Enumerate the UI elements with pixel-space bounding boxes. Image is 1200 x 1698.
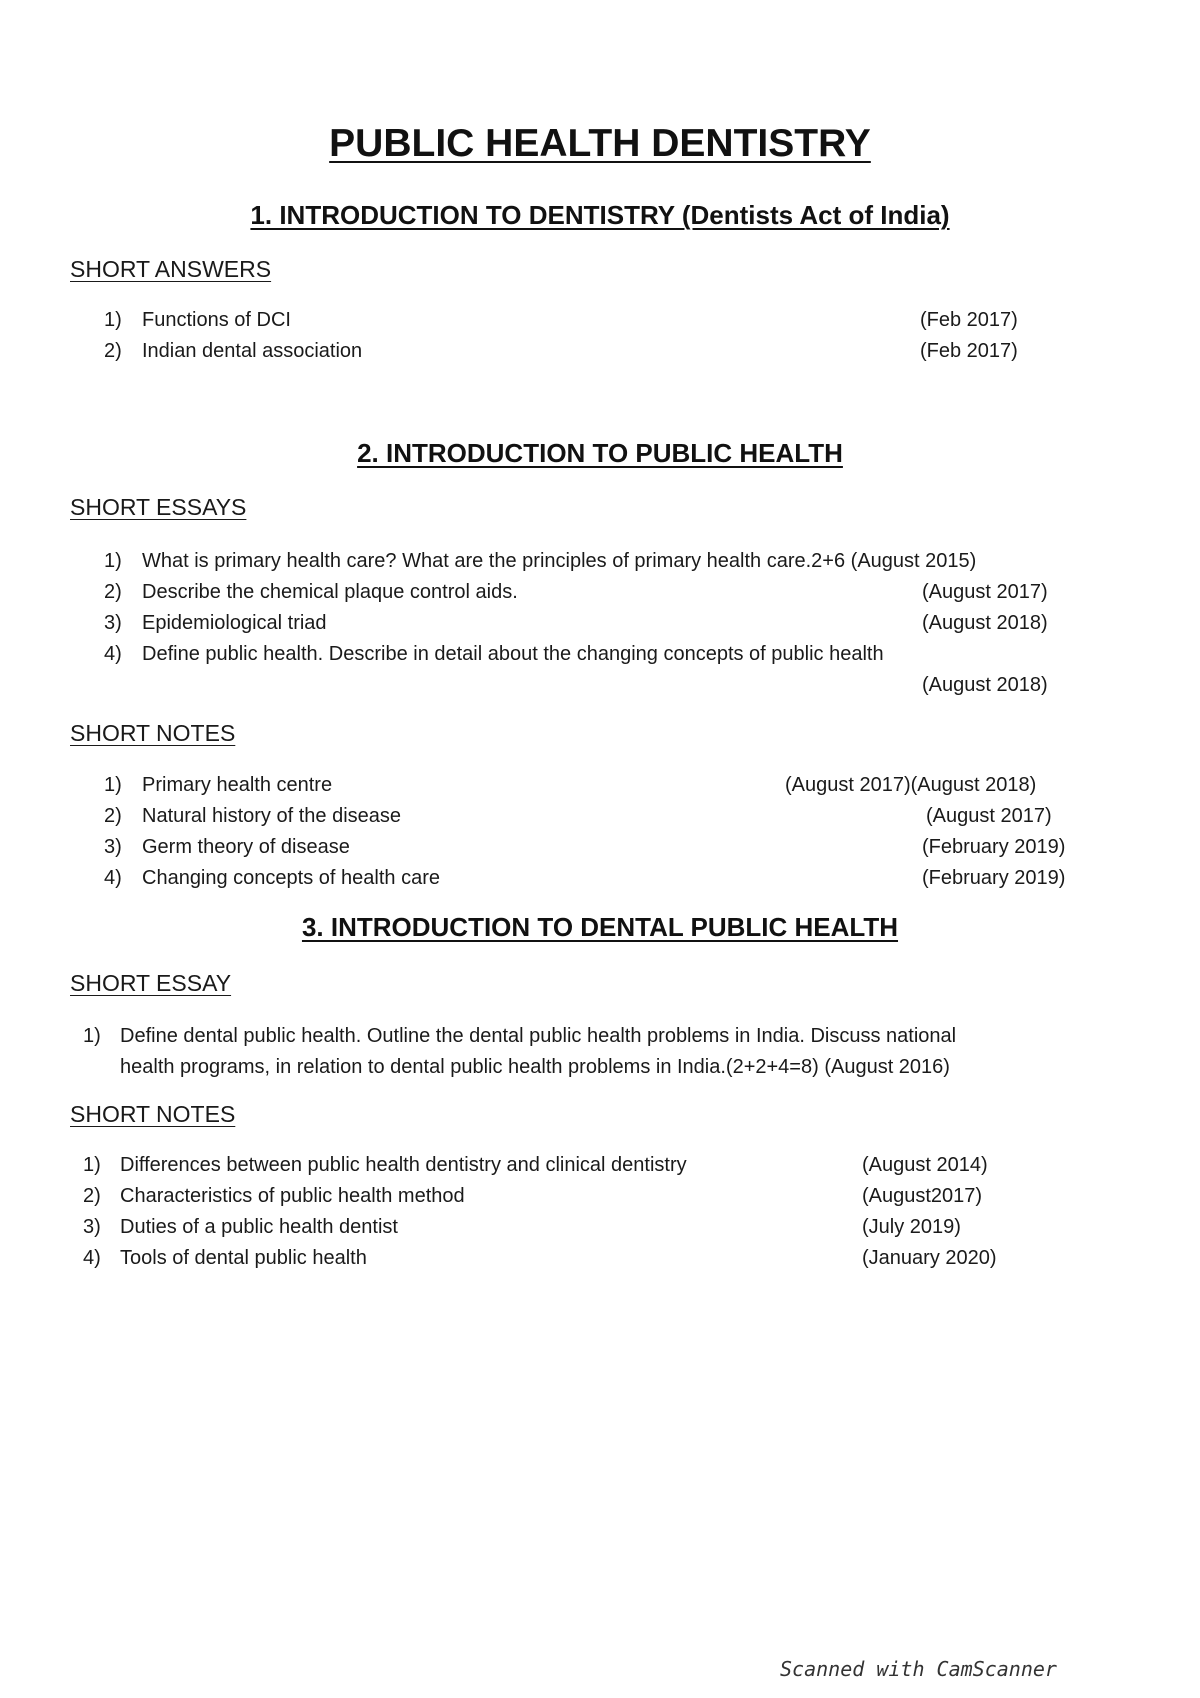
list-item bbox=[0, 1212, 1200, 1243]
list-item bbox=[0, 1243, 1200, 1274]
item-date: (February 2019) bbox=[922, 836, 1066, 858]
item-text: What is primary health care? What are the principles of primary health care.2+6 (August 2015) bbox=[142, 550, 977, 572]
item-number: 3) bbox=[83, 1216, 101, 1238]
item-date: (July 2019) bbox=[862, 1216, 961, 1238]
item-number: 4) bbox=[104, 867, 122, 889]
item-date: (August 2018) bbox=[922, 612, 1048, 634]
item-number: 1) bbox=[104, 309, 122, 331]
item-text: Duties of a public health dentist bbox=[120, 1216, 398, 1238]
list-item bbox=[0, 577, 1200, 608]
item-number: 2) bbox=[104, 805, 122, 827]
item-text: Define public health. Describe in detail about the changing concepts of public health bbox=[142, 643, 884, 665]
item-number: 2) bbox=[104, 340, 122, 362]
item-text: Define dental public health. Outline the dental public health problems in India. Discuss national bbox=[120, 1025, 957, 1047]
item-date: (August 2017) bbox=[926, 805, 1052, 827]
list-item bbox=[0, 1150, 1200, 1181]
item-text: Tools of dental public health bbox=[120, 1247, 367, 1269]
item-number: 3) bbox=[104, 836, 122, 858]
item-text: Germ theory of disease bbox=[142, 836, 350, 858]
short-notes-label-2: SHORT NOTES bbox=[70, 1101, 236, 1127]
item-number: 2) bbox=[83, 1185, 101, 1207]
item-number: 1) bbox=[104, 774, 122, 796]
scanner-watermark: Scanned with CamScanner bbox=[780, 1657, 1057, 1681]
item-number: 2) bbox=[104, 581, 122, 603]
item-date: (August2017) bbox=[862, 1185, 983, 1207]
item-number: 4) bbox=[83, 1247, 101, 1269]
list-item bbox=[0, 546, 1200, 577]
short-essays-list bbox=[0, 546, 1200, 701]
short-notes-label: SHORT NOTES bbox=[70, 720, 236, 746]
item-text-continuation: health programs, in relation to dental public health problems in India.(2+2+4=8) (August 2016) bbox=[120, 1056, 950, 1078]
list-item bbox=[0, 1021, 1200, 1083]
list-item bbox=[0, 336, 1200, 367]
list-item bbox=[0, 832, 1200, 863]
short-essay-label: SHORT ESSAY bbox=[70, 970, 232, 996]
item-text: Primary health centre bbox=[142, 774, 333, 796]
item-text: Describe the chemical plaque control aids. bbox=[142, 581, 518, 603]
page-title: PUBLIC HEALTH DENTISTRY bbox=[329, 122, 871, 165]
short-notes-list bbox=[0, 770, 1200, 894]
section-heading-3: 3. INTRODUCTION TO DENTAL PUBLIC HEALTH bbox=[301, 912, 899, 942]
item-text: Differences between public health dentistry and clinical dentistry bbox=[120, 1154, 687, 1176]
item-date: (August 2017) bbox=[922, 581, 1048, 603]
item-date: (February 2019) bbox=[922, 867, 1066, 889]
short-answers-label: SHORT ANSWERS bbox=[70, 256, 272, 282]
item-number: 3) bbox=[104, 612, 122, 634]
item-date: (Feb 2017) bbox=[920, 309, 1018, 331]
section-heading-2: 2. INTRODUCTION TO PUBLIC HEALTH bbox=[357, 438, 843, 468]
list-item bbox=[0, 1181, 1200, 1212]
item-text: Functions of DCI bbox=[142, 309, 291, 331]
item-number: 1) bbox=[104, 550, 122, 572]
item-text: Changing concepts of health care bbox=[142, 867, 440, 889]
item-text: Epidemiological triad bbox=[142, 612, 327, 634]
item-number: 1) bbox=[83, 1154, 101, 1176]
short-essays-label: SHORT ESSAYS bbox=[70, 494, 247, 520]
section-heading-1: 1. INTRODUCTION TO DENTISTRY (Dentists Act of India) bbox=[250, 200, 950, 230]
item-date: (August 2018) bbox=[922, 674, 1048, 696]
list-item bbox=[0, 305, 1200, 336]
list-item bbox=[0, 863, 1200, 894]
item-date: (August 2017)(August 2018) bbox=[785, 774, 1037, 796]
item-date: (Feb 2017) bbox=[920, 340, 1018, 362]
item-date: (January 2020) bbox=[862, 1247, 997, 1269]
item-number: 1) bbox=[83, 1025, 101, 1047]
item-date: (August 2014) bbox=[862, 1154, 988, 1176]
item-text: Characteristics of public health method bbox=[120, 1185, 465, 1207]
item-text: Indian dental association bbox=[142, 340, 363, 362]
short-notes-list-2 bbox=[0, 1150, 1200, 1274]
list-item bbox=[0, 639, 1200, 701]
short-essay-list bbox=[0, 1021, 1200, 1083]
list-item bbox=[0, 801, 1200, 832]
item-text: Natural history of the disease bbox=[142, 805, 402, 827]
short-answers-list bbox=[0, 305, 1200, 367]
item-number: 4) bbox=[104, 643, 122, 665]
list-item bbox=[0, 608, 1200, 639]
list-item bbox=[0, 770, 1200, 801]
